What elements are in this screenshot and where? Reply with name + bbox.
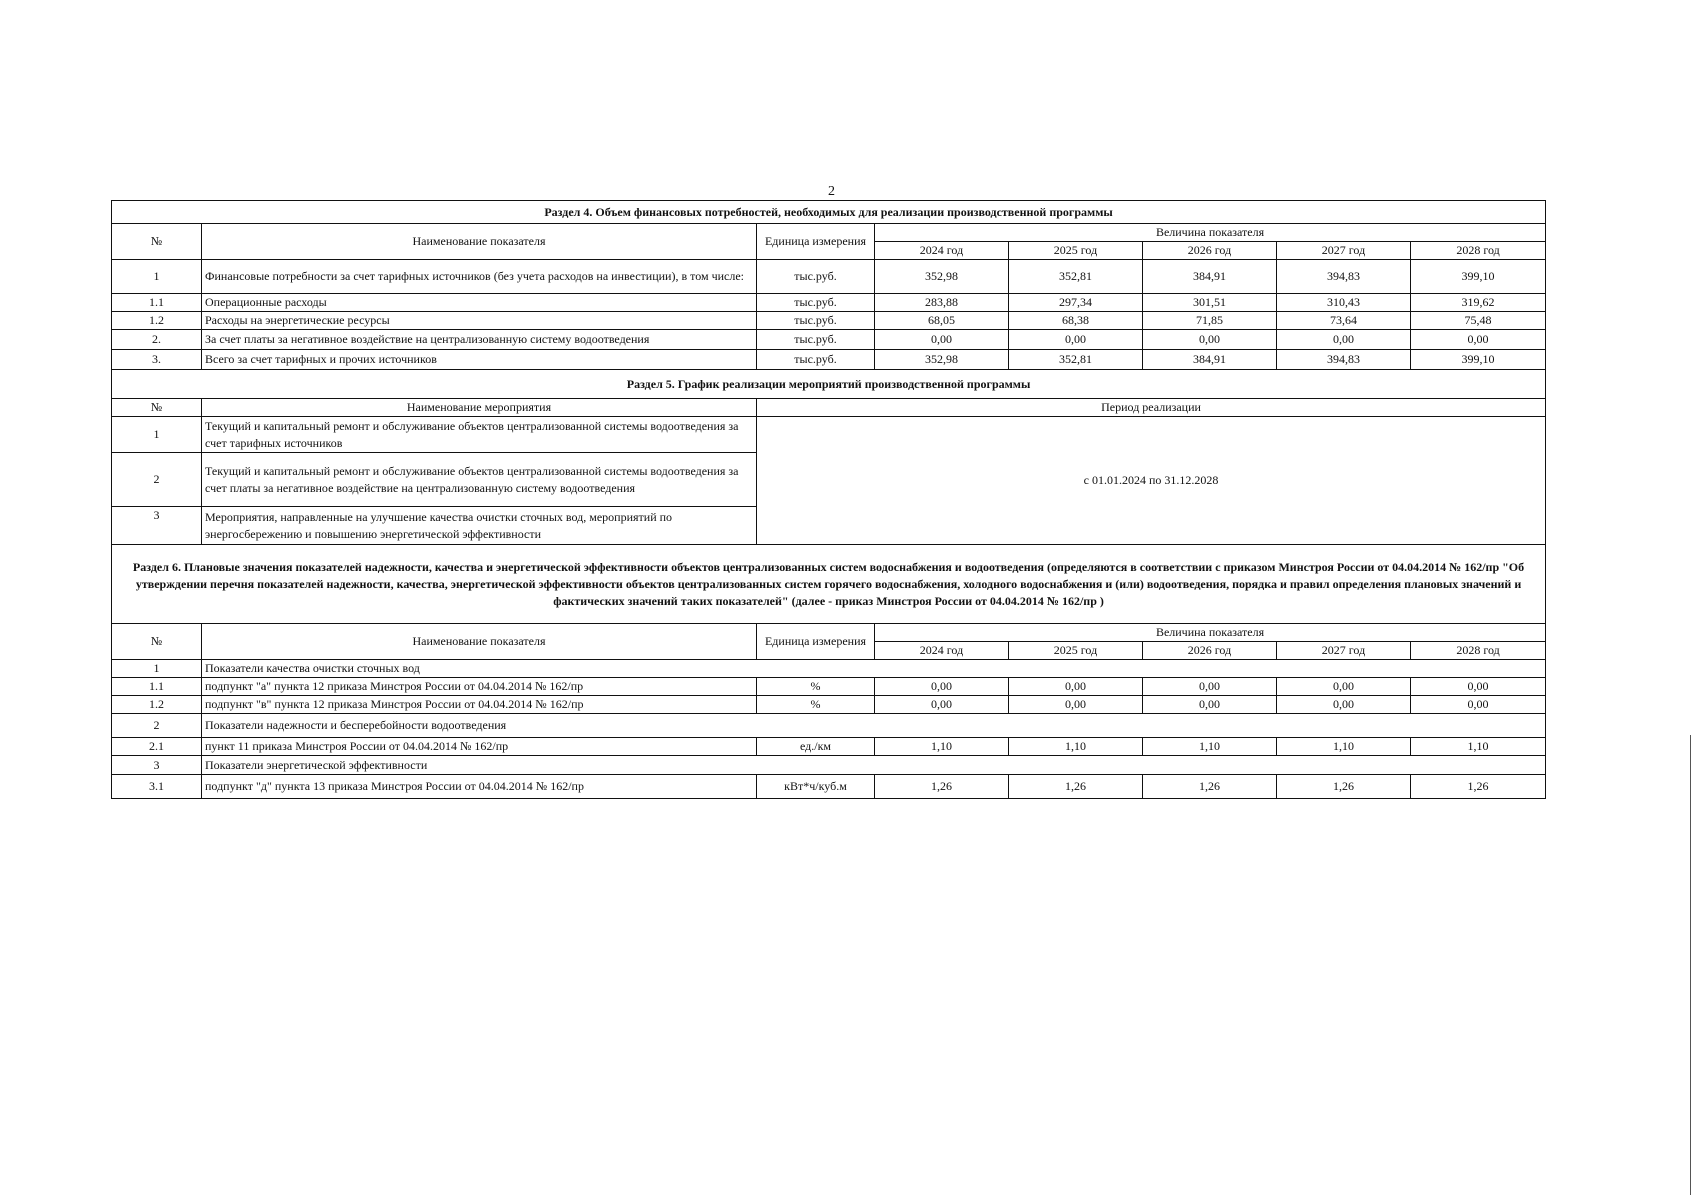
table-row (112, 260, 1546, 294)
section6-title: Раздел 6. Плановые значения показателей надежности, качества и энергетической эффективности объектов централизованных систем водоснабжения и водоотведения (определяются в соответствии с приказом Минстроя России от 04.04.2014 № 162/пр "Об утверждении перечня показателей надежности, качества, энергетической эффективности объектов централизованных систем горячего водоснабжения, холодного водоснабжения и (или) водоотведения, порядка и правил определения плановых значений и фактических значений таких показателей" (далее - приказ Минстроя России от 04.04.2014 № 162/пр ) (112, 545, 1546, 624)
row-unit: тыс.руб. (757, 312, 875, 330)
row-number: 1.1 (112, 294, 202, 312)
group-row (112, 660, 1546, 678)
document-body (111, 200, 1545, 799)
group-number: 1 (112, 660, 202, 678)
value-cell: 1,26 (1143, 775, 1277, 799)
group-number: 2 (112, 714, 202, 738)
row-unit: тыс.руб. (757, 260, 875, 294)
row-number: 2. (112, 330, 202, 350)
s4-header-value: Величина показателя (875, 224, 1546, 242)
value-cell: 75,48 (1411, 312, 1546, 330)
s6-year-2025: 2025 год (1009, 642, 1143, 660)
s6-year-2026: 2026 год (1143, 642, 1277, 660)
scan-edge-line (1690, 735, 1691, 1195)
value-cell: 399,10 (1411, 260, 1546, 294)
s6-year-2028: 2028 год (1411, 642, 1546, 660)
value-cell: 352,81 (1009, 260, 1143, 294)
value-cell: 0,00 (875, 330, 1009, 350)
value-cell: 399,10 (1411, 350, 1546, 370)
row-name: Мероприятия, направленные на улучшение качества очистки сточных вод, мероприятий по энергосбережению и повышению энергетической эффективности (202, 507, 757, 545)
value-cell: 0,00 (1009, 696, 1143, 714)
row-number: 1.1 (112, 678, 202, 696)
value-cell: 352,81 (1009, 350, 1143, 370)
value-cell: 0,00 (1277, 696, 1411, 714)
value-cell: 384,91 (1143, 260, 1277, 294)
row-unit: тыс.руб. (757, 350, 875, 370)
value-cell: 0,00 (1411, 678, 1546, 696)
group-name: Показатели надежности и бесперебойности водоотведения (202, 714, 1546, 738)
value-cell: 1,26 (875, 775, 1009, 799)
value-cell: 394,83 (1277, 350, 1411, 370)
production-program-table (111, 200, 1546, 799)
row-name: Операционные расходы (202, 294, 757, 312)
row-name: За счет платы за негативное воздействие на централизованную систему водоотведения (202, 330, 757, 350)
value-cell: 384,91 (1143, 350, 1277, 370)
value-cell: 71,85 (1143, 312, 1277, 330)
value-cell: 0,00 (1009, 330, 1143, 350)
value-cell: 73,64 (1277, 312, 1411, 330)
s4-year-2026: 2026 год (1143, 242, 1277, 260)
group-name: Показатели энергетической эффективности (202, 756, 1546, 775)
table-row (112, 312, 1546, 330)
row-number: 1.2 (112, 312, 202, 330)
row-unit: % (757, 696, 875, 714)
value-cell: 1,10 (875, 738, 1009, 756)
table-row (112, 330, 1546, 350)
value-cell: 0,00 (1411, 330, 1546, 350)
value-cell: 283,88 (875, 294, 1009, 312)
s4-header-unit: Единица измерения (757, 224, 875, 260)
table-row (112, 294, 1546, 312)
row-number: 1 (112, 260, 202, 294)
table-row (112, 738, 1546, 756)
table-row (112, 775, 1546, 799)
s4-year-2025: 2025 год (1009, 242, 1143, 260)
table-row (112, 350, 1546, 370)
value-cell: 0,00 (875, 678, 1009, 696)
row-name: Текущий и капитальный ремонт и обслуживание объектов централизованной системы водоотведения за счет платы за негативное воздействие на централизованную систему водоотведения (202, 453, 757, 507)
row-name: Финансовые потребности за счет тарифных источников (без учета расходов на инвестиции), в том числе: (202, 260, 757, 294)
s4-year-2024: 2024 год (875, 242, 1009, 260)
row-name: подпункт "д" пункта 13 приказа Минстроя России от 04.04.2014 № 162/пр (202, 775, 757, 799)
s6-header-value: Величина показателя (875, 624, 1546, 642)
s6-year-2024: 2024 год (875, 642, 1009, 660)
row-name: подпункт "а" пункта 12 приказа Минстроя России от 04.04.2014 № 162/пр (202, 678, 757, 696)
group-number: 3 (112, 756, 202, 775)
row-unit: кВт*ч/куб.м (757, 775, 875, 799)
s4-header-no: № (112, 224, 202, 260)
group-row (112, 756, 1546, 775)
row-name: подпункт "в" пункта 12 приказа Минстроя России от 04.04.2014 № 162/пр (202, 696, 757, 714)
value-cell: 297,34 (1009, 294, 1143, 312)
group-row (112, 714, 1546, 738)
value-cell: 1,26 (1411, 775, 1546, 799)
s4-year-2027: 2027 год (1277, 242, 1411, 260)
value-cell: 68,05 (875, 312, 1009, 330)
s6-header-unit: Единица измерения (757, 624, 875, 660)
row-number: 2 (112, 453, 202, 507)
s5-header-name: Наименование мероприятия (202, 399, 757, 417)
implementation-period: с 01.01.2024 по 31.12.2028 (757, 417, 1546, 545)
s6-year-2027: 2027 год (1277, 642, 1411, 660)
value-cell: 0,00 (875, 696, 1009, 714)
value-cell: 0,00 (1143, 696, 1277, 714)
section5-title: Раздел 5. График реализации мероприятий производственной программы (112, 370, 1546, 399)
value-cell: 68,38 (1009, 312, 1143, 330)
value-cell: 0,00 (1143, 678, 1277, 696)
value-cell: 319,62 (1411, 294, 1546, 312)
row-number: 3 (112, 507, 202, 545)
value-cell: 352,98 (875, 350, 1009, 370)
row-number: 2.1 (112, 738, 202, 756)
s5-header-period: Период реализации (757, 399, 1546, 417)
value-cell: 394,83 (1277, 260, 1411, 294)
table-row (112, 696, 1546, 714)
page-number: 2 (828, 184, 835, 199)
s6-header-name: Наименование показателя (202, 624, 757, 660)
s4-header-name: Наименование показателя (202, 224, 757, 260)
row-name: Всего за счет тарифных и прочих источников (202, 350, 757, 370)
row-number: 1 (112, 417, 202, 453)
row-unit: тыс.руб. (757, 294, 875, 312)
value-cell: 1,10 (1009, 738, 1143, 756)
row-number: 1.2 (112, 696, 202, 714)
row-name: Текущий и капитальный ремонт и обслуживание объектов централизованной системы водоотведения за счет тарифных источников (202, 417, 757, 453)
value-cell: 352,98 (875, 260, 1009, 294)
row-name: Расходы на энергетические ресурсы (202, 312, 757, 330)
value-cell: 1,26 (1277, 775, 1411, 799)
value-cell: 0,00 (1277, 330, 1411, 350)
table-row (112, 678, 1546, 696)
table-row (112, 417, 1546, 453)
value-cell: 1,26 (1009, 775, 1143, 799)
row-unit: % (757, 678, 875, 696)
row-unit: тыс.руб. (757, 330, 875, 350)
row-unit: ед./км (757, 738, 875, 756)
value-cell: 1,10 (1277, 738, 1411, 756)
section4-title: Раздел 4. Объем финансовых потребностей, необходимых для реализации производственной программы (112, 201, 1546, 224)
row-name: пункт 11 приказа Минстроя России от 04.04.2014 № 162/пр (202, 738, 757, 756)
s5-header-no: № (112, 399, 202, 417)
s6-header-no: № (112, 624, 202, 660)
s4-year-2028: 2028 год (1411, 242, 1546, 260)
row-number: 3. (112, 350, 202, 370)
row-number: 3.1 (112, 775, 202, 799)
value-cell: 301,51 (1143, 294, 1277, 312)
value-cell: 1,10 (1411, 738, 1546, 756)
value-cell: 0,00 (1143, 330, 1277, 350)
value-cell: 310,43 (1277, 294, 1411, 312)
value-cell: 1,10 (1143, 738, 1277, 756)
group-name: Показатели качества очистки сточных вод (202, 660, 1546, 678)
value-cell: 0,00 (1277, 678, 1411, 696)
value-cell: 0,00 (1009, 678, 1143, 696)
value-cell: 0,00 (1411, 696, 1546, 714)
